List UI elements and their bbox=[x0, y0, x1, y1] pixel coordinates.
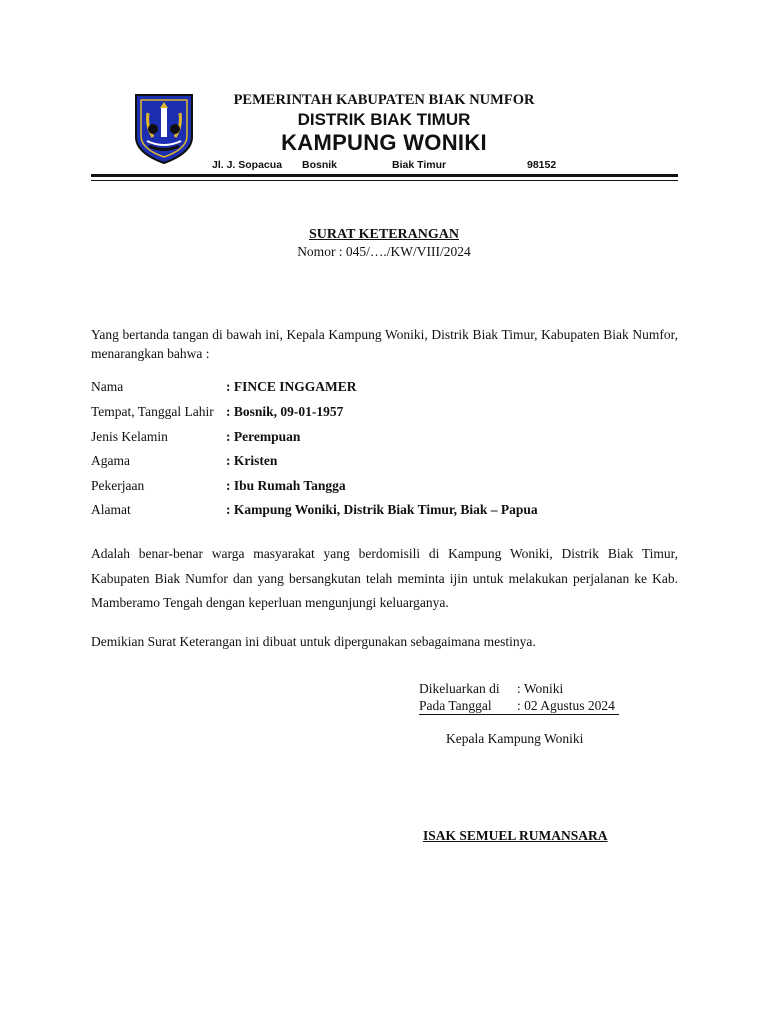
letterhead-divider-thin bbox=[91, 180, 678, 181]
issued-place-value: : Woniki bbox=[517, 681, 564, 696]
address-street: Jl. J. Sopacua bbox=[212, 159, 283, 171]
address-district: Biak Timur bbox=[392, 159, 447, 171]
field-label: Jenis Kelamin bbox=[91, 429, 168, 444]
letterhead-government: PEMERINTAH KABUPATEN BIAK NUMFOR bbox=[233, 92, 535, 108]
letterhead-district: DISTRIK BIAK TIMUR bbox=[297, 110, 471, 129]
regency-emblem-icon bbox=[133, 93, 195, 165]
letterhead-village: KAMPUNG WONIKI bbox=[281, 130, 487, 155]
field-label: Tempat, Tanggal Lahir bbox=[91, 404, 214, 419]
field-value: : Kampung Woniki, Distrik Biak Timur, Biak – Papua bbox=[226, 502, 538, 517]
issued-date-row bbox=[419, 698, 619, 716]
issued-place-label: Dikeluarkan di bbox=[419, 681, 500, 696]
field-label: Pekerjaan bbox=[91, 478, 145, 493]
field-value: : Ibu Rumah Tangga bbox=[226, 478, 346, 493]
document-number: Nomor : 045/…./KW/VIII/2024 bbox=[297, 244, 471, 259]
field-label: Alamat bbox=[91, 502, 131, 517]
issued-date-label: Pada Tanggal bbox=[419, 698, 492, 713]
field-value: : Kristen bbox=[226, 453, 278, 468]
signer-title: Kepala Kampung Woniki bbox=[446, 731, 584, 746]
signer-name: ISAK SEMUEL RUMANSARA bbox=[423, 828, 608, 843]
issued-date-value: : 02 Agustus 2024 bbox=[517, 698, 615, 713]
statement-paragraph: Adalah benar-benar warga masyarakat yang berdomisili di Kampung Woniki, Distrik Biak Timur, Kabupaten Biak Numfor dan yang bersangkutan telah meminta ijin untuk melakukan perjalanan ke Kab. Mamberamo Tengah dengan keperluan mengunjungi keluarganya. bbox=[91, 546, 678, 610]
field-value: : FINCE INGGAMER bbox=[226, 379, 357, 394]
field-value: : Perempuan bbox=[226, 429, 301, 444]
issued-date-underline bbox=[419, 714, 619, 715]
letterhead-divider-thick bbox=[91, 174, 678, 177]
closing-paragraph: Demikian Surat Keterangan ini dibuat untuk dipergunakan sebagaimana mestinya. bbox=[91, 634, 536, 649]
address-postal-code: 98152 bbox=[527, 159, 557, 171]
field-value: : Bosnik, 09-01-1957 bbox=[226, 404, 344, 419]
field-label: Agama bbox=[91, 453, 130, 468]
field-label: Nama bbox=[91, 379, 124, 394]
intro-paragraph: Yang bertanda tangan di bawah ini, Kepala Kampung Woniki, Distrik Biak Timur, Kabupaten Biak Numfor, menarangkan bahwa : bbox=[91, 327, 678, 361]
document-title: SURAT KETERANGAN bbox=[308, 227, 459, 242]
address-village: Bosnik bbox=[302, 159, 338, 171]
